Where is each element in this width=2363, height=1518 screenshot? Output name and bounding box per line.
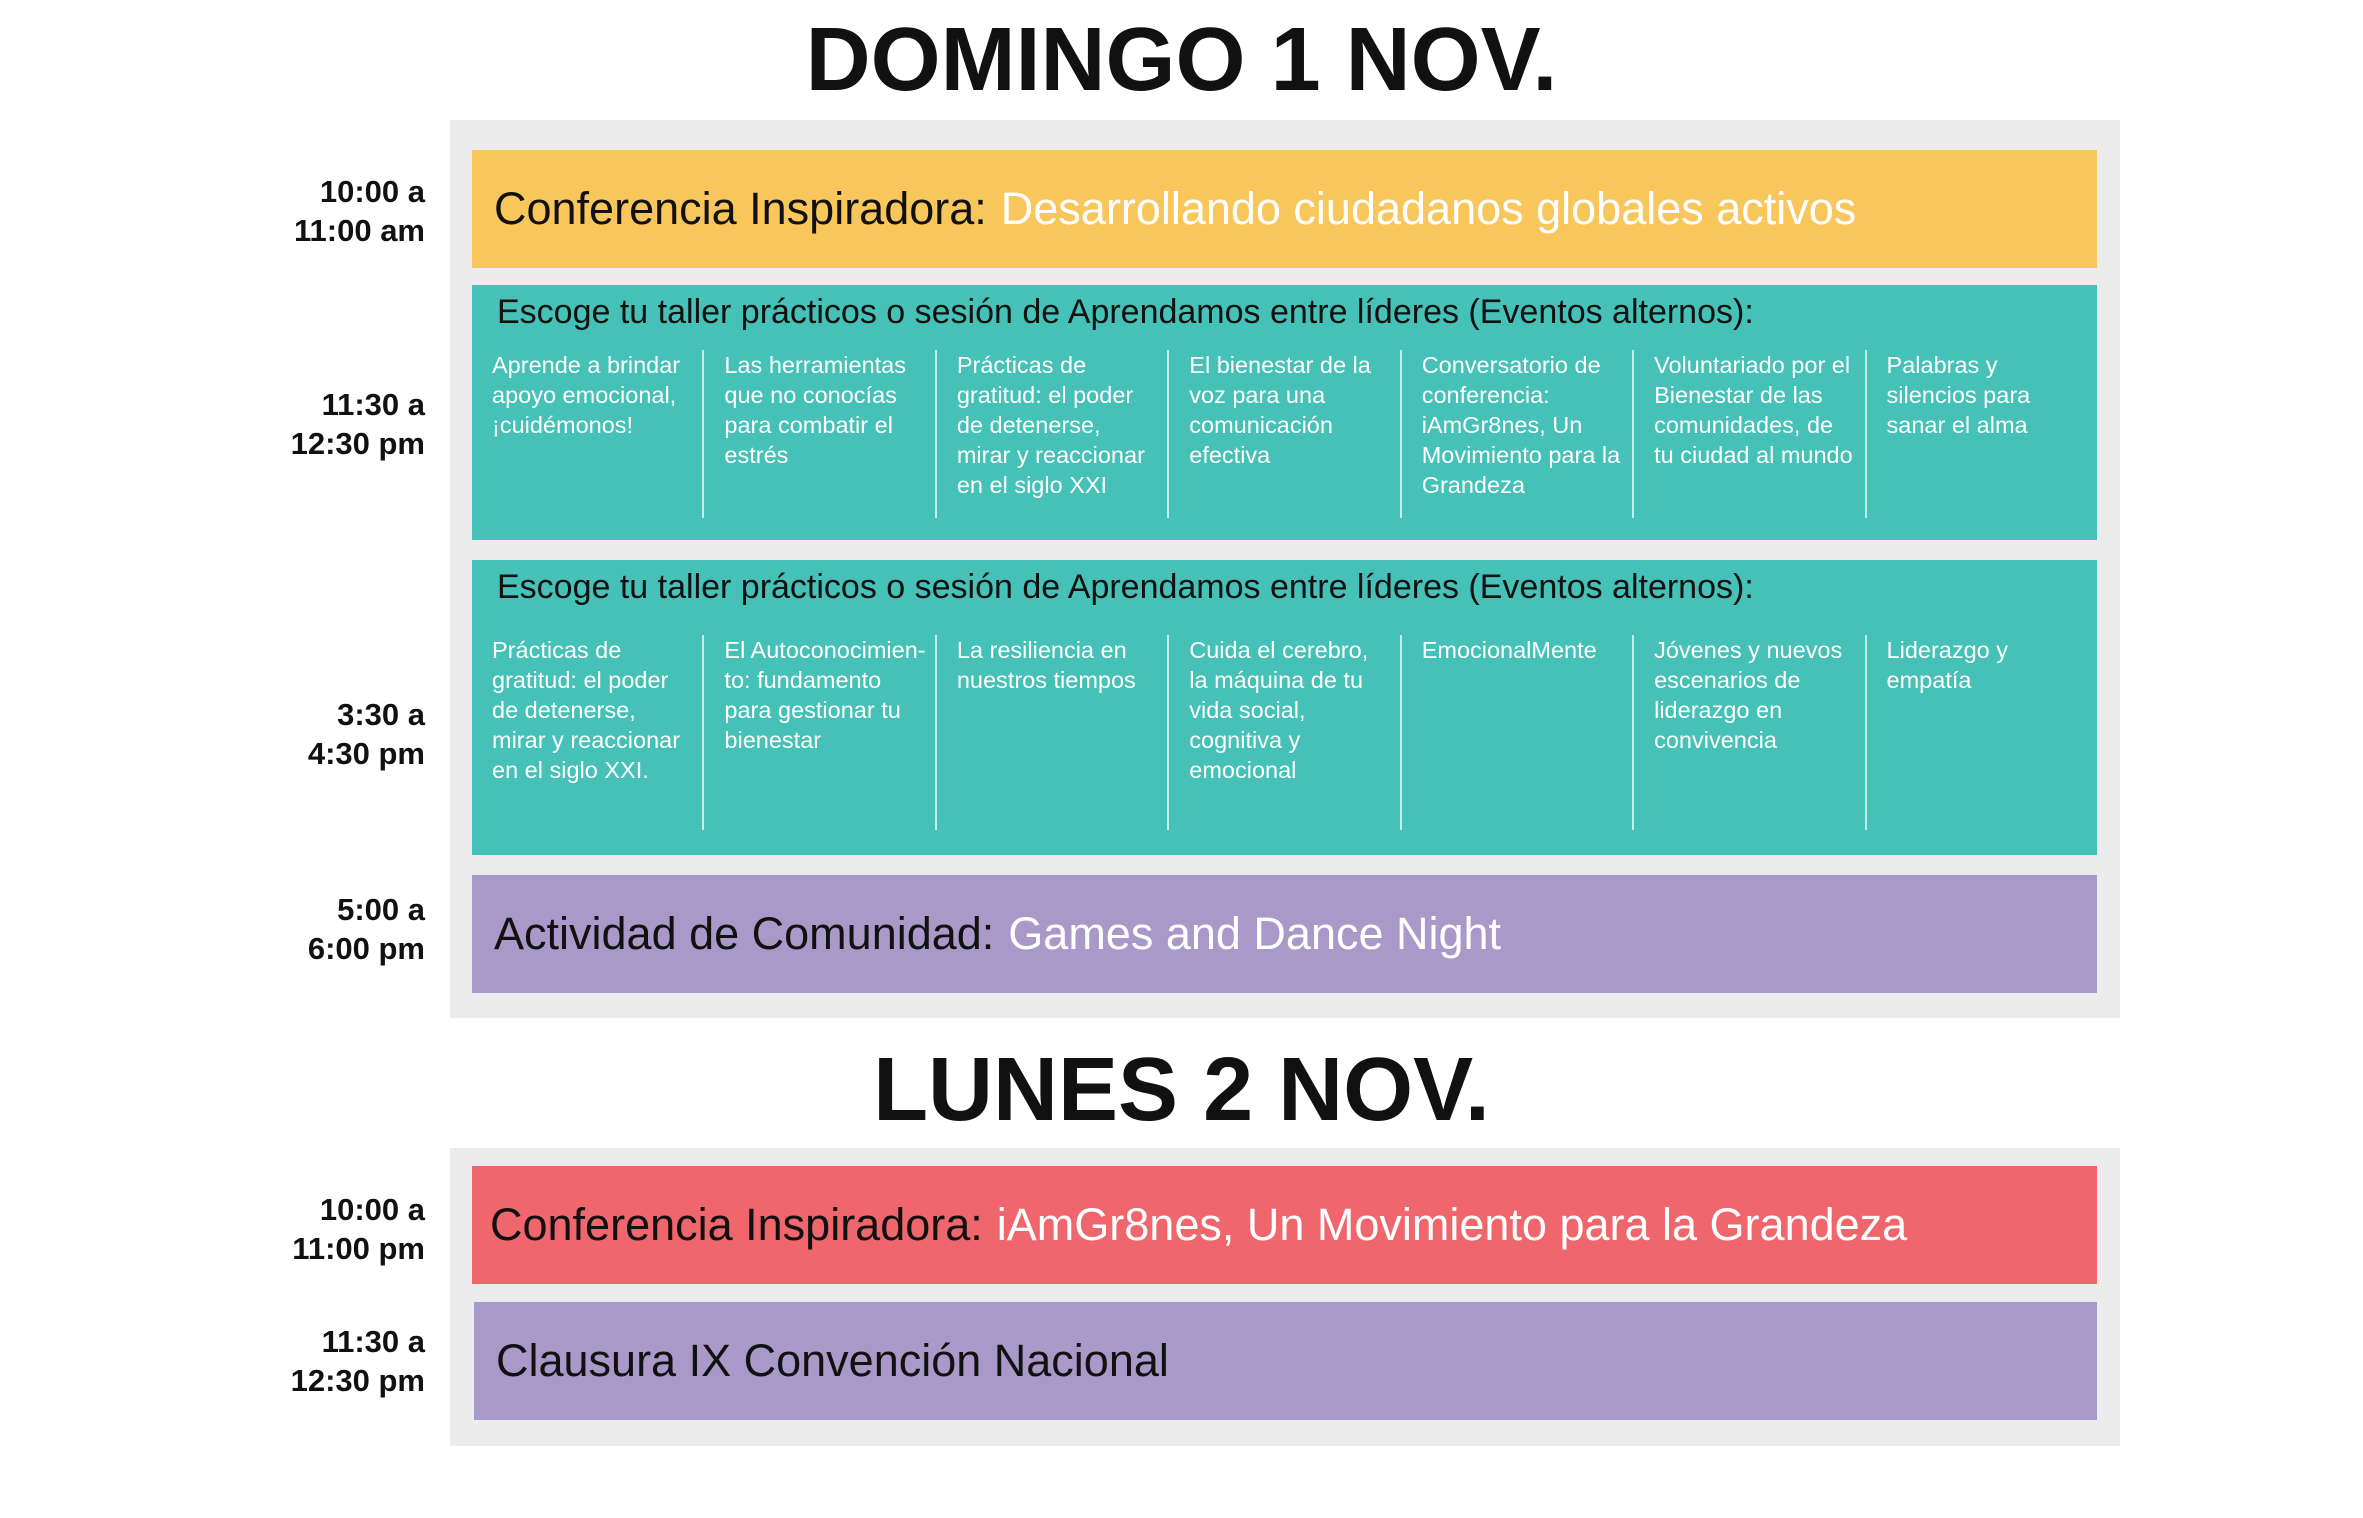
day-title-lunes: LUNES 2 NOV. bbox=[873, 1040, 1490, 1140]
closing-ceremony-label: Clausura IX Convención Nacional bbox=[496, 1335, 1169, 1386]
time-start: 10:00 a bbox=[319, 1192, 425, 1227]
time-label bbox=[220, 890, 425, 968]
keynote-label: Conferencia Inspiradora: bbox=[490, 1199, 983, 1250]
time-label bbox=[220, 172, 425, 250]
keynote-label: Conferencia Inspiradora: bbox=[494, 183, 987, 234]
workshops-heading: Escoge tu taller prácticos o sesión de Aprendamos entre líderes (Eventos alternos): bbox=[497, 568, 1754, 606]
keynote-title: Desarrollando ciudadanos globales activos bbox=[1000, 183, 1857, 234]
workshop-option[interactable]: El Autoconocimien-to: fundamento para gestionar tu bienestar bbox=[702, 635, 934, 830]
workshops-block-afternoon bbox=[472, 560, 2097, 855]
time-start: 5:00 a bbox=[337, 892, 425, 927]
workshop-option[interactable]: Aprende a brindar apoyo emocional, ¡cuidémonos! bbox=[492, 352, 681, 438]
workshop-option[interactable]: Conversatorio de conferencia: iAmGr8nes, Un Movimiento para la Grandeza bbox=[1400, 350, 1632, 518]
time-label bbox=[220, 1190, 425, 1268]
time-end: 12:30 pm bbox=[290, 426, 425, 461]
time-start: 3:30 a bbox=[337, 697, 425, 732]
community-activity-label: Actividad de Comunidad: bbox=[494, 908, 995, 959]
community-activity-title: Games and Dance Night bbox=[1008, 908, 1502, 959]
workshops-columns bbox=[472, 635, 2097, 830]
keynote-bar[interactable] bbox=[472, 1166, 2097, 1284]
time-label bbox=[220, 1322, 425, 1400]
workshops-block-morning bbox=[472, 285, 2097, 540]
keynote-title: iAmGr8nes, Un Movimiento para la Grandeza bbox=[996, 1199, 1908, 1250]
time-label bbox=[220, 385, 425, 463]
workshops-heading: Escoge tu taller prácticos o sesión de Aprendamos entre líderes (Eventos alternos): bbox=[497, 293, 1754, 331]
time-start: 11:30 a bbox=[321, 387, 425, 422]
closing-ceremony-bar[interactable] bbox=[474, 1302, 2097, 1420]
workshops-columns bbox=[472, 350, 2097, 518]
workshop-option[interactable]: El bienestar de la voz para una comunicación efectiva bbox=[1167, 350, 1399, 518]
workshop-option[interactable]: Voluntariado por el Bienestar de las comunidades, de tu ciudad al mundo bbox=[1632, 350, 1864, 518]
time-end: 4:30 pm bbox=[307, 736, 425, 771]
time-end: 12:30 pm bbox=[290, 1363, 425, 1398]
workshop-option[interactable]: Palabras y silencios para sanar el alma bbox=[1865, 350, 2097, 518]
workshop-option[interactable]: EmocionalMente bbox=[1400, 635, 1632, 830]
time-end: 11:00 pm bbox=[292, 1231, 425, 1266]
workshop-option[interactable]: Prácticas de gratitud: el poder de detenerse, mirar y reaccionar en el siglo XXI. bbox=[492, 637, 681, 783]
workshop-option[interactable]: Las herramientas que no conocías para combatir el estrés bbox=[702, 350, 934, 518]
keynote-bar[interactable] bbox=[472, 150, 2097, 268]
workshop-option[interactable]: Jóvenes y nuevos escenarios de liderazgo en convivencia bbox=[1632, 635, 1864, 830]
workshop-option[interactable]: La resiliencia en nuestros tiempos bbox=[935, 635, 1167, 830]
workshop-option[interactable]: Liderazgo y empatía bbox=[1865, 635, 2097, 830]
workshop-option[interactable]: Cuida el cerebro, la máquina de tu vida social, cognitiva y emocional bbox=[1167, 635, 1399, 830]
time-end: 11:00 am bbox=[294, 213, 425, 248]
time-start: 11:30 a bbox=[321, 1324, 425, 1359]
day-title-domingo: DOMINGO 1 NOV. bbox=[805, 10, 1558, 110]
workshop-option[interactable]: Prácticas de gratitud: el poder de detenerse, mirar y reaccionar en el siglo XXI bbox=[935, 350, 1167, 518]
community-activity-bar[interactable] bbox=[472, 875, 2097, 993]
time-start: 10:00 a bbox=[319, 174, 425, 209]
time-label bbox=[220, 695, 425, 773]
time-end: 6:00 pm bbox=[307, 931, 425, 966]
